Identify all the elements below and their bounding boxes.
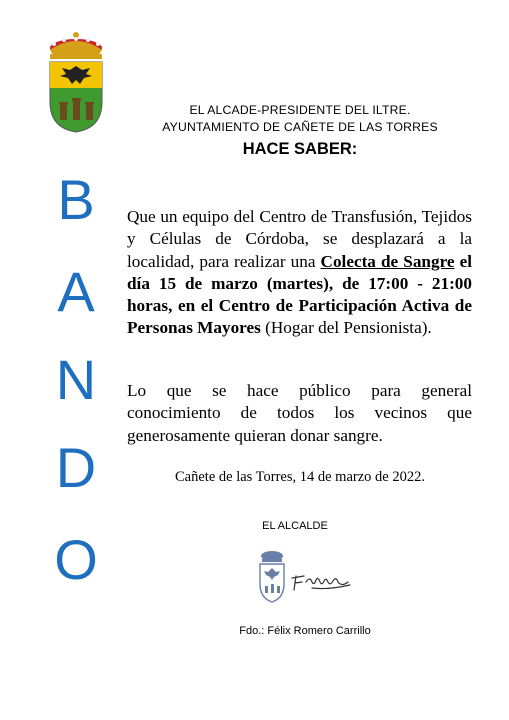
signatory-title: EL ALCALDE [262,520,328,532]
bando-letter-d: D [55,436,97,499]
place-and-date: Cañete de las Torres, 14 de marzo de 2022. [175,469,425,485]
coat-of-arms-icon [40,30,112,134]
bando-letter-n: N [55,348,97,411]
signer-name: Fdo.: Félix Romero Carrillo [239,625,371,637]
header-line-1: EL ALCADE-PRESIDENTE DEL ILTRE. [189,103,411,117]
paragraph-lead: Que un equipo del Centro de Transfusión, Tejidos y Células de Córdoba, se desplazará a la localidad, para realizar una [127,207,472,271]
official-stamp-and-signature [252,548,362,610]
paragraph-tail: (Hogar del Pensionista). [260,318,432,338]
bando-letter-b: B [57,168,95,231]
event-name: Colecta de Sangre [320,251,455,271]
header-line-2: AYUNTAMIENTO DE CAÑETE DE LAS TORRES [162,120,438,134]
event-details: el día 15 de marzo (martes), de 17:00 - 21:00 horas, en el Centro de Participación Activa de Personas Mayores [127,251,473,338]
announcement-paragraph [127,206,472,340]
bando-letter-a: A [57,260,95,323]
closing-paragraph: Lo que se hace público para general conocimiento de todos los vecinos que generosamente quieran donar sangre. [127,381,472,445]
announcement-heading: HACE SABER: [242,140,358,158]
bando-letter-o: O [54,528,98,591]
